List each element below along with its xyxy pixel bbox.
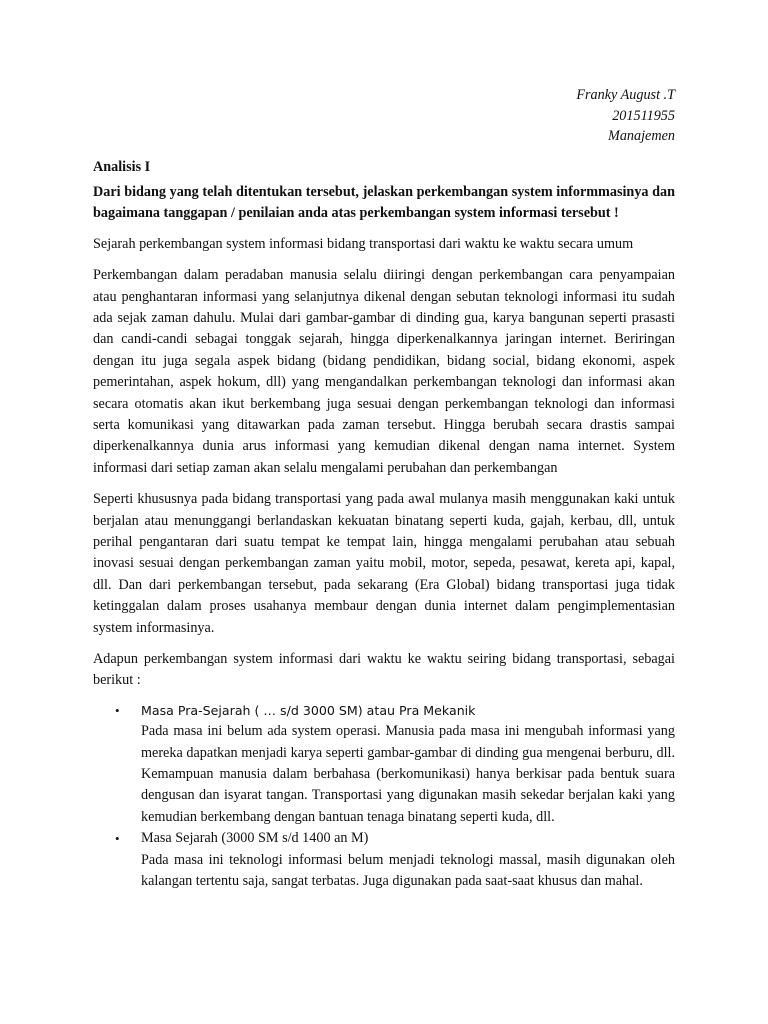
list-item xyxy=(93,700,675,828)
list-item xyxy=(93,828,675,892)
student-major: Manajemen xyxy=(608,128,675,144)
era-title: Masa Pra-Sejarah ( … s/d 3000 SM) atau Pra Mekanik xyxy=(141,702,476,718)
author-block xyxy=(93,85,675,147)
document-page xyxy=(93,85,675,893)
paragraph-history: Perkembangan dalam peradaban manusia selalu diiringi dengan perkembangan cara penyampaian atau penghantaran informasi yang selanjutnya dikenal dengan sebutan teknologi informasi itu sudah ada sejak zaman dahulu. Mulai dari gambar-gambar di dinding gua, karya bangunan seperti prasasti dan candi-candi sebagai tonggak sejarah, hingga diperkenalkannya jaringan internet. Beriringan dengan itu juga segala aspek bidang (bidang pendidikan, bidang social, bidang ekonomi, aspek pemerintahan, aspek hokum, dll) yang mengandalkan perkembangan teknologi dan informasi akan secara otomatis akan ikut berkembang juga sesuai dengan perkembangan teknologi dan informasi serta komunikasi yang ditawarkan pada zaman tersebut. Hingga berubah secara drastis sampai diperkenalkannya dunia arus informasi yang kemudian dikenal dengan nama internet. System informasi dari setiap zaman akan selalu mengalami perubahan dan perkembangan xyxy=(93,267,675,476)
era-list xyxy=(93,700,675,893)
student-id: 201511955 xyxy=(612,107,675,124)
paragraph-list-intro: Adapun perkembangan system informasi dari waktu ke waktu seiring bidang transportasi, sebagai berikut : xyxy=(93,651,675,689)
era-title: Masa Sejarah (3000 SM s/d 1400 an M) xyxy=(141,830,369,847)
paragraph-intro-title: Sejarah perkembangan system informasi bidang transportasi dari waktu ke waktu secara umum xyxy=(93,235,634,252)
assignment-question: Dari bidang yang telah ditentukan tersebut, jelaskan perkembangan system informmasinya dan bagaimana tanggapan / penilaian anda atas perkembangan system informasi tersebut ! xyxy=(93,183,675,222)
author-name: Franky August .T xyxy=(576,87,675,103)
section-heading: Analisis I xyxy=(93,158,151,175)
bullet-icon: • xyxy=(115,702,120,718)
era-description: Pada masa ini teknologi informasi belum menjadi teknologi massal, masih digunakan oleh kalangan tertentu saja, sangat terbatas. Juga digunakan pada saat-saat khusus dan mahal. xyxy=(141,851,675,890)
era-description: Pada masa ini belum ada system operasi. Manusia pada masa ini mengubah informasi yang mereka dapatkan menjadi karya seperti gambar-gambar di dinding gua mengenai berburu, dll. Kemampuan manusia dalam berbahasa (berkomunikasi) hanya berkisar pada bentuk suara dengusan dan isyarat tangan. Transportasi yang digunakan masih sekedar berjalan kaki yang kemudian berkembang dengan bantuan tenaga binatang seperti kuda, dll. xyxy=(141,723,675,825)
bullet-icon: • xyxy=(115,831,120,847)
paragraph-transportation: Seperti khususnya pada bidang transportasi yang pada awal mulanya masih menggunakan kaki untuk berjalan atau menunggangi berlandaskan kekuatan binatang seperti kuda, gajah, kerbau, dll, untuk perihal pengantaran dari suatu tempat ke tempat lain, hingga mengalami perubahan atau sebuah inovasi sesuai dengan perkembangan zaman yaitu mobil, motor, sepeda, pesawat, kereta api, kapal, dll. Dan dari perkembangan tersebut, pada sekarang (Era Global) bidang transportasi juga tidak ketinggalan dalam proses usahanya membaur dengan dunia internet dalam pengimplementasian system informasinya. xyxy=(93,491,675,636)
